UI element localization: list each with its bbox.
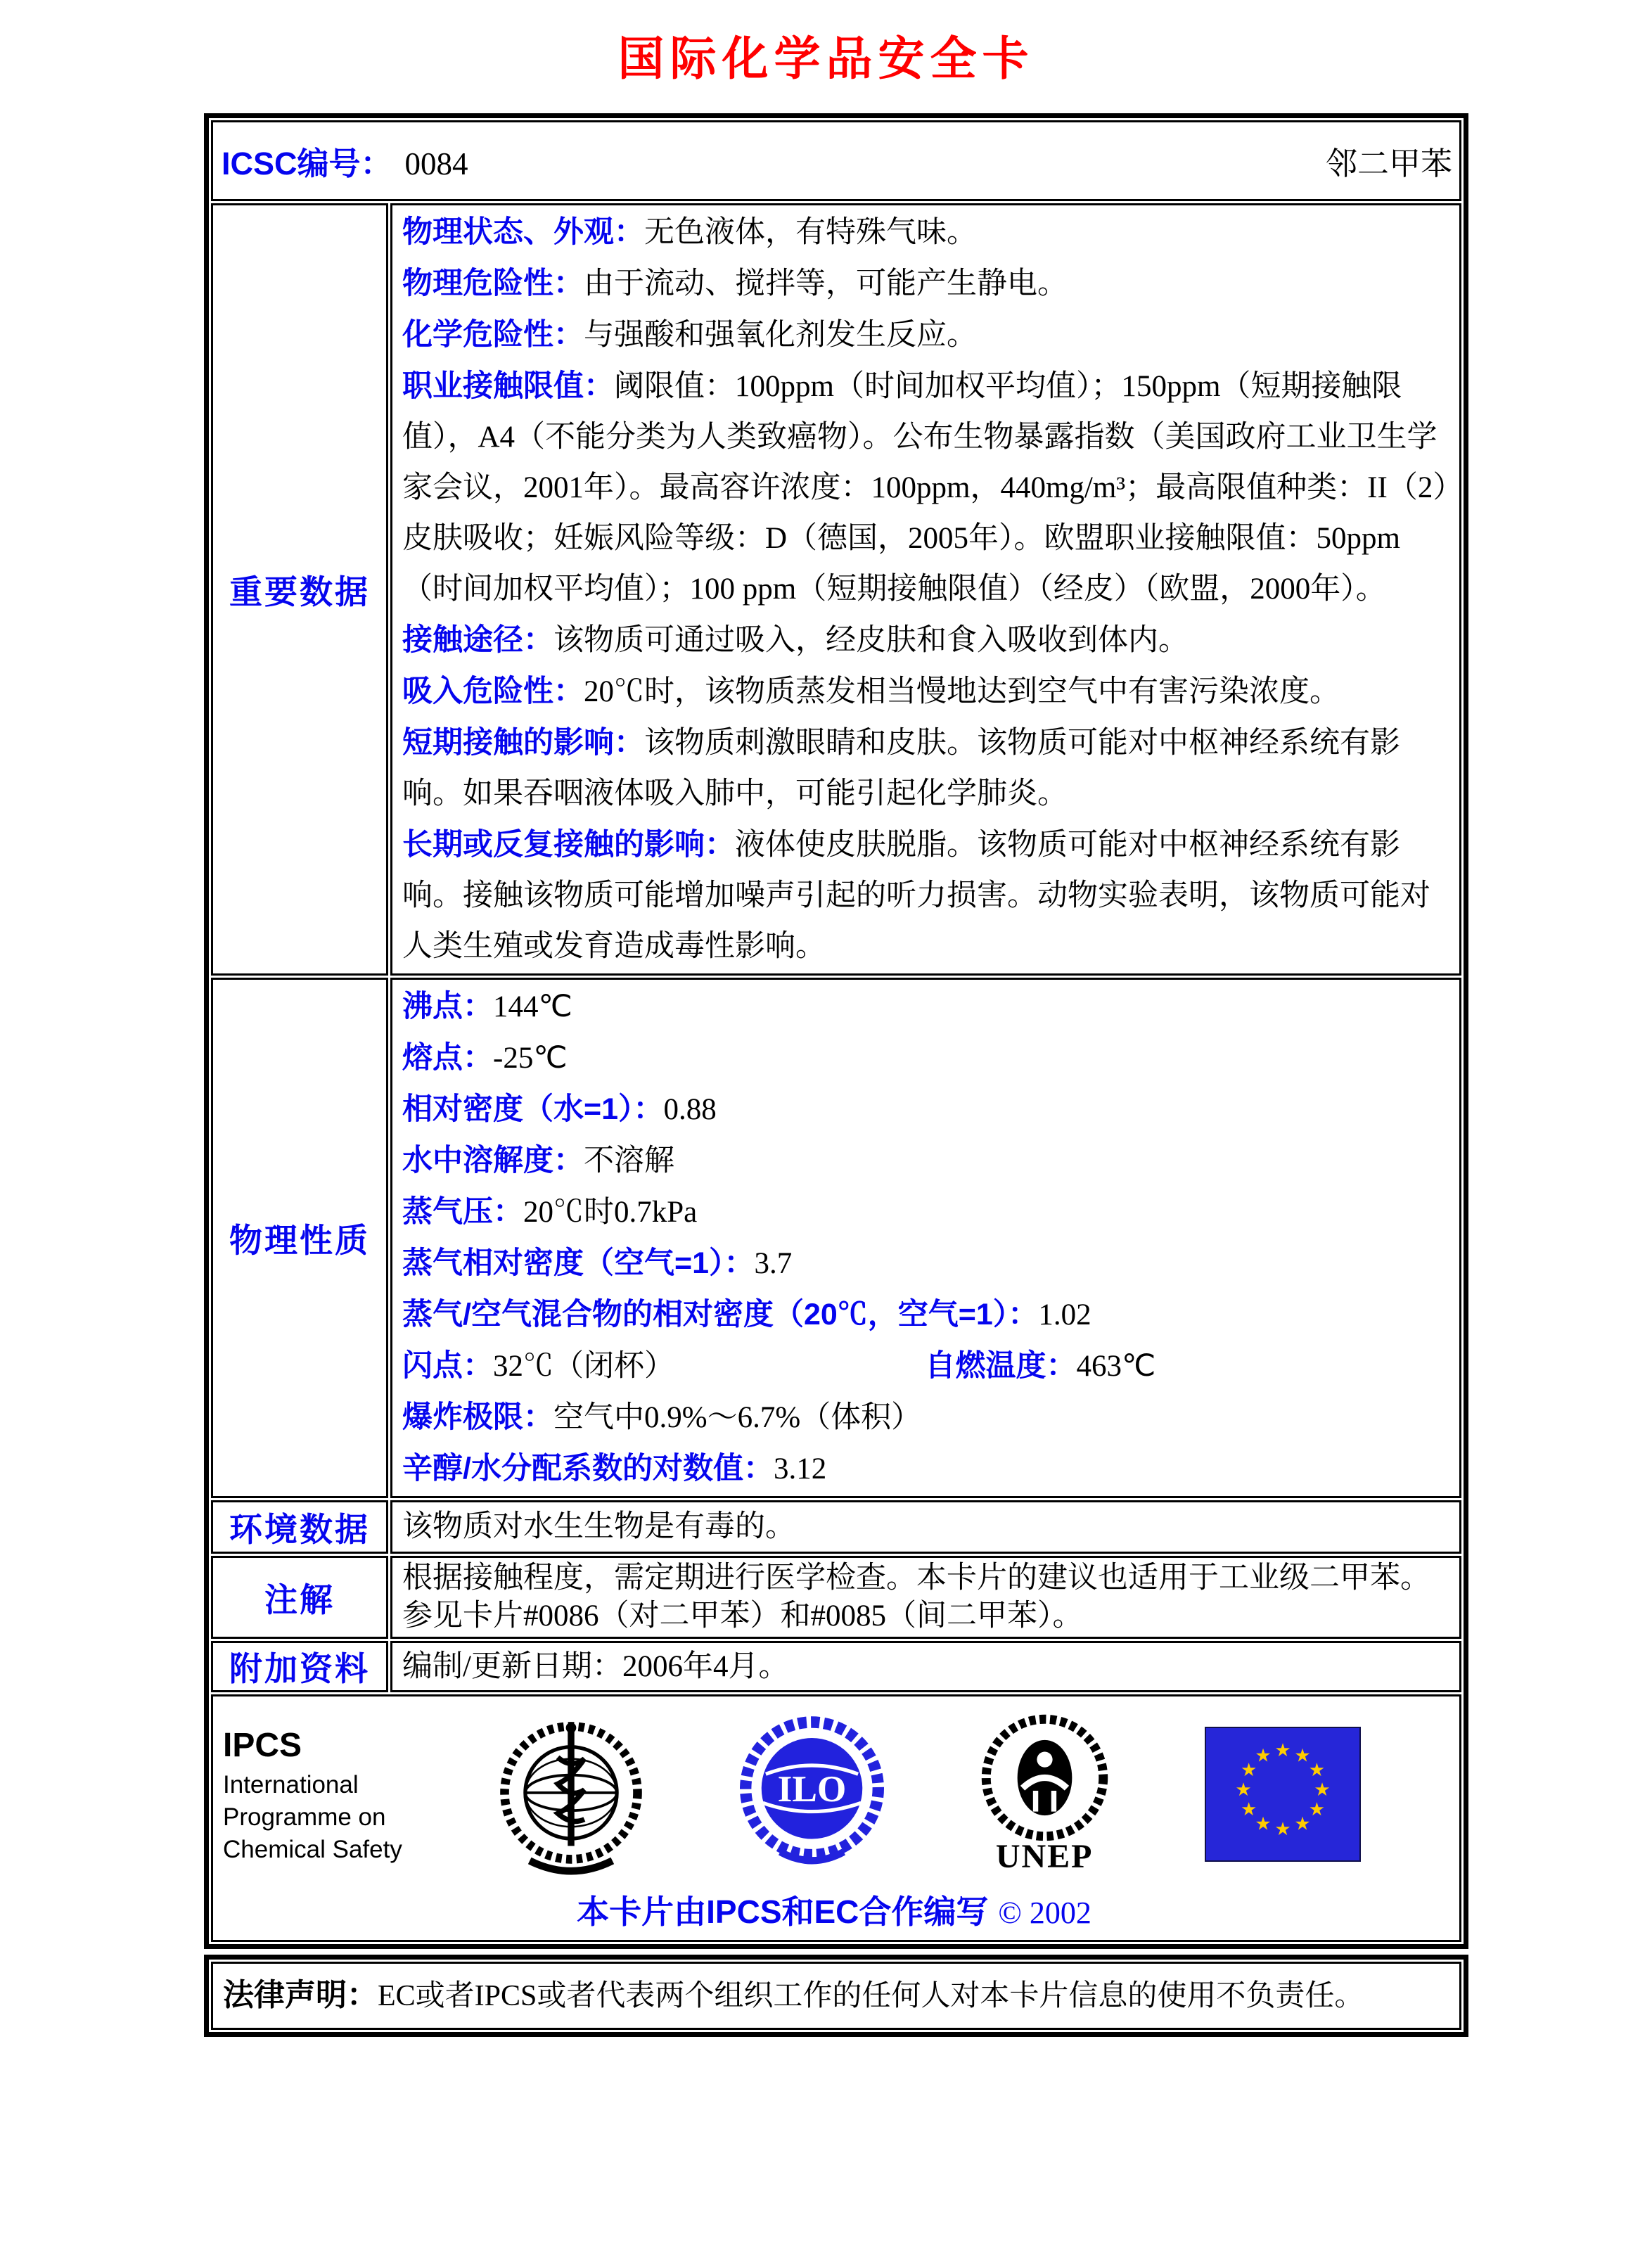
ipcs-line-1: International — [223, 1771, 359, 1798]
svg-text:★: ★ — [1294, 1813, 1311, 1835]
caption-text: 本卡片由IPCS和EC合作编写 — [577, 1893, 989, 1930]
prop-flash-autoignition-line — [402, 1341, 1448, 1392]
section-label-environmental-data: 环境数据 — [229, 1510, 370, 1548]
logos-strip — [223, 1706, 1445, 1882]
important-data-content — [390, 203, 1461, 976]
prop-boiling-point: 沸点：144℃ — [402, 990, 572, 1023]
legal-table — [204, 1955, 1468, 2037]
logos-row — [211, 1694, 1461, 1942]
important-data-row — [211, 203, 1461, 976]
section-label-additional-info: 附加资料 — [229, 1650, 370, 1687]
environmental-data-text: 该物质对水生生物是有毒的。 — [402, 1510, 795, 1543]
svg-text:★: ★ — [1274, 1819, 1291, 1840]
additional-info-row — [211, 1641, 1461, 1692]
environmental-data-row — [211, 1500, 1461, 1554]
footer-caption — [223, 1886, 1445, 1933]
svg-text:★: ★ — [1314, 1779, 1331, 1801]
data-item-chemical-danger: 化学危险性：与强酸和强氧化剂发生反应。 — [402, 318, 977, 352]
page-title: 国际化学品安全卡 — [617, 32, 1035, 84]
svg-text:★: ★ — [1235, 1779, 1252, 1801]
additional-info-text: 编制/更新日期：2006年4月。 — [402, 1649, 789, 1683]
legal-row — [211, 1962, 1461, 2030]
svg-text:★: ★ — [1308, 1799, 1326, 1820]
prop-relative-density: 相对密度（水=1）：0.88 — [402, 1092, 717, 1126]
prop-octanol-water: 辛醇/水分配系数的对数值：3.12 — [402, 1452, 827, 1485]
environmental-data-content — [390, 1500, 1461, 1554]
notes-row — [211, 1556, 1461, 1639]
icsc-number-value: 0084 — [404, 146, 468, 181]
svg-text:★: ★ — [1255, 1745, 1272, 1767]
icsc-table — [204, 113, 1468, 1949]
svg-text:★: ★ — [1240, 1799, 1257, 1820]
section-label-notes: 注解 — [264, 1580, 335, 1618]
ipcs-line-3: Chemical Safety — [223, 1836, 402, 1863]
unep-wordmark: UNEP — [995, 1838, 1094, 1875]
prop-water-solubility: 水中溶解度：不溶解 — [402, 1144, 674, 1177]
svg-text:★: ★ — [1308, 1760, 1326, 1781]
icsc-number-label: ICSC编号： — [222, 146, 392, 181]
svg-text:★: ★ — [1255, 1813, 1272, 1835]
data-item-short-term-effects: 短期接触的影响：该物质刺激眼睛和皮肤。该物质可能对中枢神经系统有影响。如果吞咽液体吸入肺中，可能引起化学肺炎。 — [402, 726, 1400, 810]
chemical-name: 邻二甲苯 — [1325, 146, 1452, 181]
unep-logo-icon — [980, 1713, 1110, 1876]
data-item-occupational-limits: 职业接触限值：阈限值：100ppm（时间加权平均值）；150ppm（短期接触限值），A4（不能分类为人类致癌物）。公布生物暴露指数（美国政府工业卫生学家会议，2001年）。最高容许浓度：100ppm，440mg/m³；最高限值种类：II（2）皮肤吸收；妊娠风险等级：D（德国，2005年）。欧盟职业接触限值：50ppm（时间加权平均值）；100 ppm（短期接触限值）（经皮）（欧盟，2000年）。 — [402, 369, 1448, 606]
header-row — [211, 120, 1461, 201]
section-label-physical-properties: 物理性质 — [229, 1221, 370, 1259]
ipcs-acronym: IPCS — [223, 1727, 302, 1764]
prop-autoignition-temp: 自燃温度：463℃ — [925, 1349, 1156, 1383]
svg-text:★: ★ — [1240, 1760, 1257, 1781]
physical-properties-content — [390, 978, 1461, 1498]
ilo-letters: ILO — [778, 1768, 847, 1810]
ipcs-text-block — [223, 1723, 402, 1866]
who-logo-icon — [497, 1707, 645, 1881]
svg-text:★: ★ — [1294, 1745, 1311, 1767]
prop-vapor-air-density: 蒸气/空气混合物的相对密度（20℃，空气=1）：1.02 — [402, 1298, 1091, 1331]
data-item-exposure-routes: 接触途径：该物质可通过吸入，经皮肤和食入吸收到体内。 — [402, 623, 1189, 657]
notes-content — [390, 1556, 1461, 1639]
prop-vapor-pressure: 蒸气压：20℃时0.7kPa — [402, 1195, 698, 1229]
prop-vapor-density: 蒸气相对密度（空气=1）：3.7 — [402, 1246, 793, 1280]
icsc-number-group — [222, 138, 468, 184]
legal-text: EC或者IPCS或者代表两个组织工作的任何人对本卡片信息的使用不负责任。 — [378, 1980, 1364, 2012]
notes-text: 根据接触程度，需定期进行医学检查。本卡片的建议也适用于工业级二甲苯。参见卡片#0086（对二甲苯）和#0085（间二甲苯）。 — [402, 1561, 1430, 1632]
prop-explosion-limits: 爆炸极限：空气中0.9%～6.7%（体积） — [402, 1400, 922, 1434]
ilo-logo-icon — [740, 1713, 884, 1875]
prop-flash-point: 闪点：32℃（闭杯） — [402, 1349, 674, 1383]
section-label-important-data: 重要数据 — [229, 573, 370, 611]
ipcs-line-2: Programme on — [223, 1803, 386, 1831]
caption-year: © 2002 — [998, 1896, 1091, 1930]
legal-label: 法律声明： — [223, 1978, 378, 2012]
data-item-long-term-effects: 长期或反复接触的影响：液体使皮肤脱脂。该物质可能对中枢神经系统有影响。接触该物质可能增加噪声引起的听力损害。动物实验表明，该物质可能对人类生殖或发育造成毒性影响。 — [402, 828, 1430, 963]
data-item-inhalation-risk: 吸入危险性：20℃时，该物质蒸发相当慢地达到空气中有害污染浓度。 — [402, 675, 1340, 708]
physical-properties-row — [211, 978, 1461, 1498]
data-item-physical-danger: 物理危险性：由于流动、搅拌等，可能产生静电。 — [402, 267, 1068, 300]
prop-melting-point: 熔点：-25℃ — [402, 1041, 568, 1075]
eu-flag-icon — [1205, 1727, 1361, 1862]
additional-info-content — [390, 1641, 1461, 1692]
data-item-physical-state: 物理状态、外观：无色液体，有特殊气味。 — [402, 215, 977, 249]
svg-text:★: ★ — [1274, 1740, 1291, 1761]
